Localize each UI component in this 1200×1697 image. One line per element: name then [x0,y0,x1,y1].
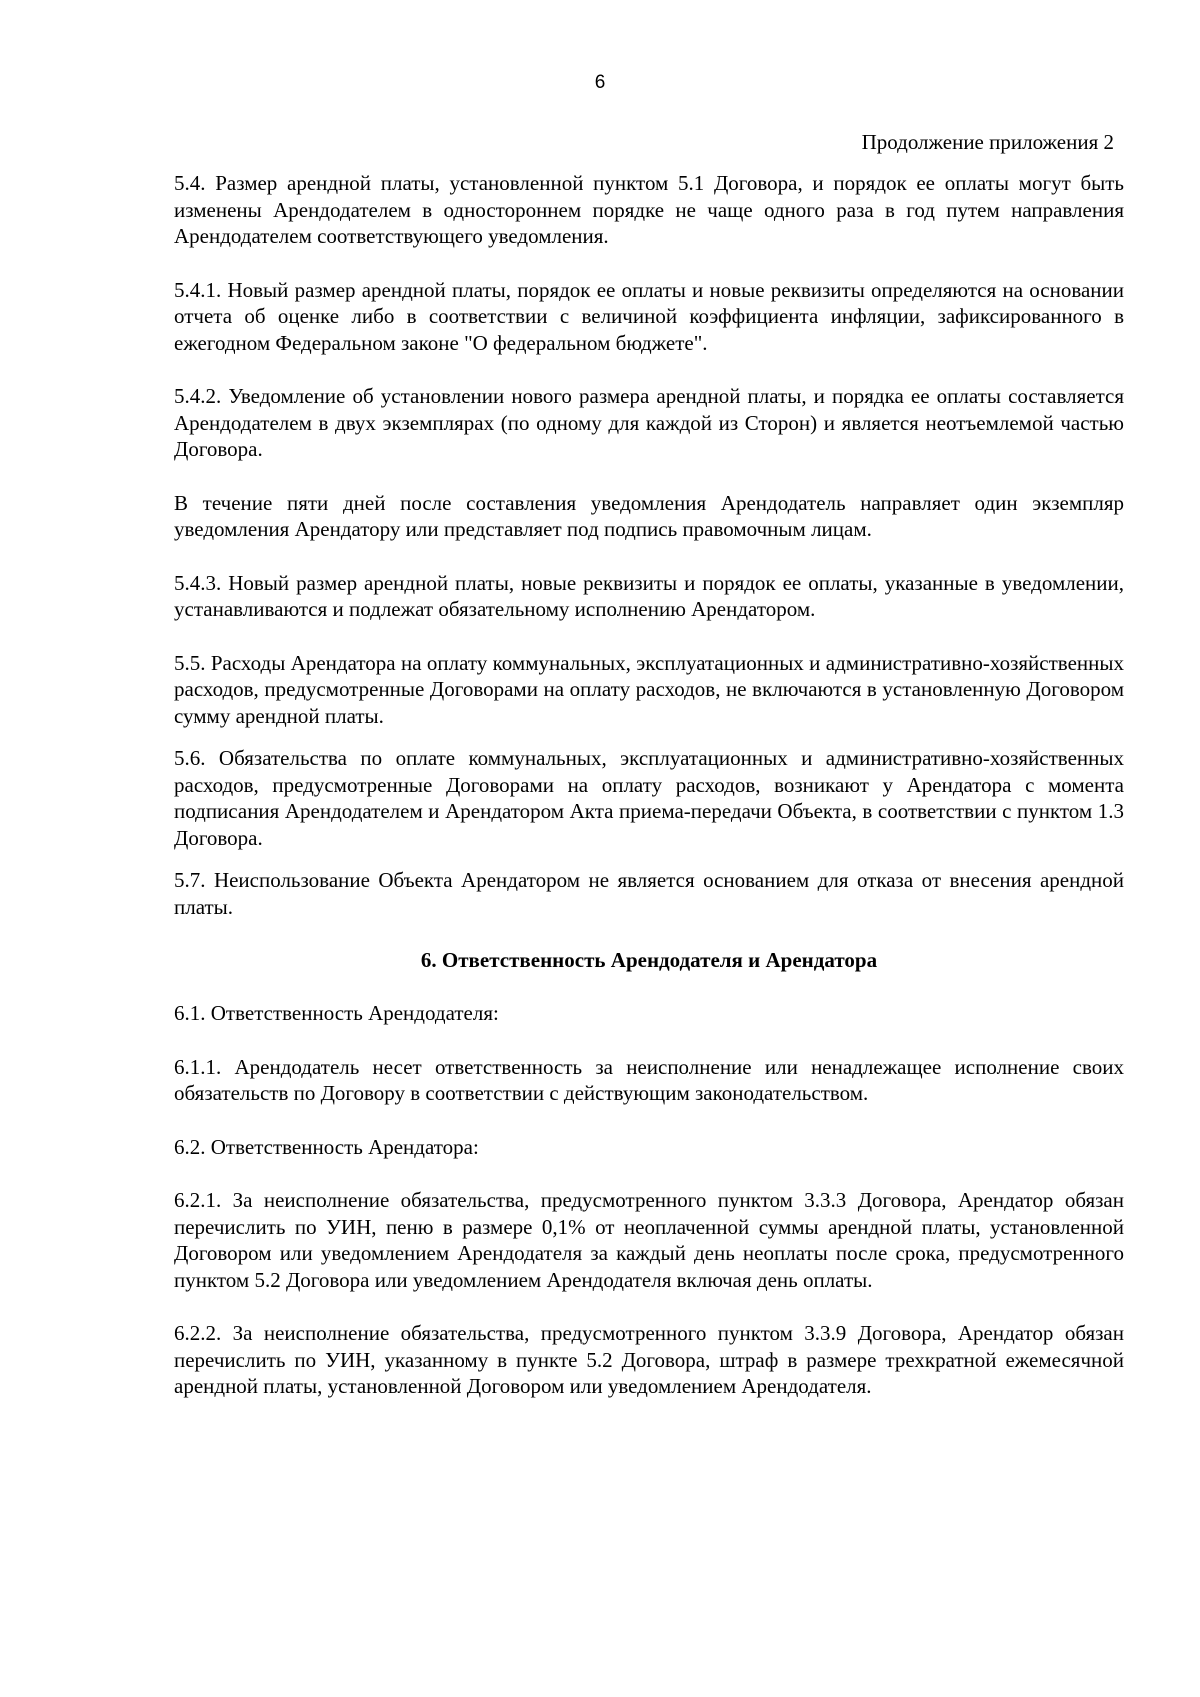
paragraph-5-4: 5.4. Размер арендной платы, установленной пунктом 5.1 Договора, и порядок ее оплаты могут быть изменены Арендодателем в одностороннем порядке не чаще одного раза в год путем направления Арендодателем соответствующего уведомления. [174,171,1124,248]
paragraph-5-6: 5.6. Обязательства по оплате коммунальных, эксплуатационных и административно-хозяйственных расходов, предусмотренные Договорами на оплату расходов, возникают у Арендатора с момента подписания Арендодателем и Арендатором Акта приема-передачи Объекта, в соответствии с пунктом 1.3 Договора. [174,746,1124,850]
document-body [174,170,1124,1400]
paragraph-6-2-1: 6.2.1. За неисполнение обязательства, предусмотренного пунктом 3.3.3 Договора, Арендатор обязан перечислить по УИН, пеню в размере 0,1% от неоплаченной суммы арендной платы, установленной Договором или уведомлением Арендодателя за каждый день неоплаты после срока, предусмотренного пунктом 5.2 Договора или уведомлением Арендодателя включая день оплаты. [174,1188,1124,1292]
paragraph-5-4-3: 5.4.3. Новый размер арендной платы, новые реквизиты и порядок ее оплаты, указанные в уведомлении, устанавливаются и подлежат обязательному исполнению Арендатором. [174,570,1124,621]
paragraph-5-7: 5.7. Неиспользование Объекта Арендатором не является основанием для отказа от внесения арендной платы. [174,868,1124,919]
paragraph-6-1-1: 6.1.1. Арендодатель несет ответственность за неисполнение или ненадлежащее исполнение своих обязательств по Договору в соответствии с действующим законодательством. [174,1054,1124,1105]
page-number: 6 [594,72,606,93]
paragraph-5-4-1: 5.4.1. Новый размер арендной платы, порядок ее оплаты и новые реквизиты определяются на основании отчета об оценке либо в соответствии с величиной коэффициента инфляции, зафиксированного в ежегодном Федеральном законе "О федеральном бюджете". [174,277,1124,355]
paragraph-5-4-2: 5.4.2. Уведомление об установлении нового размера арендной платы, и порядка ее оплаты составляется Арендодателем в двух экземплярах (по одному для каждой из Сторон) и является неотъемлемой частью Договора. [174,384,1124,461]
paragraph-5-5: 5.5. Расходы Арендатора на оплату коммунальных, эксплуатационных и административно-хозяйственных расходов, предусмотренные Договорами на оплату расходов, не включаются в установленную Договором сумму арендной платы. [174,650,1124,728]
appendix-note: Продолжение приложения 2 [861,130,1114,154]
paragraph-5-4-2-notice: В течение пяти дней после составления уведомления Арендодатель направляет один экземпляр уведомления Арендатору или представляет под подпись правомочным лицам. [174,490,1124,541]
paragraph-6-2-2: 6.2.2. За неисполнение обязательства, предусмотренного пунктом 3.3.9 Договора, Арендатор обязан перечислить по УИН, указанному в пункте 5.2 Договора, штраф в размере трехкратной ежемесячной арендной платы, установленной Договором или уведомлением Арендодателя. [174,1321,1124,1398]
paragraph-6-1: 6.1. Ответственность Арендодателя: [174,1001,499,1025]
paragraph-6-2: 6.2. Ответственность Арендатора: [174,1134,479,1159]
section-6-heading: 6. Ответственность Арендодателя и Арендатора [420,948,878,972]
